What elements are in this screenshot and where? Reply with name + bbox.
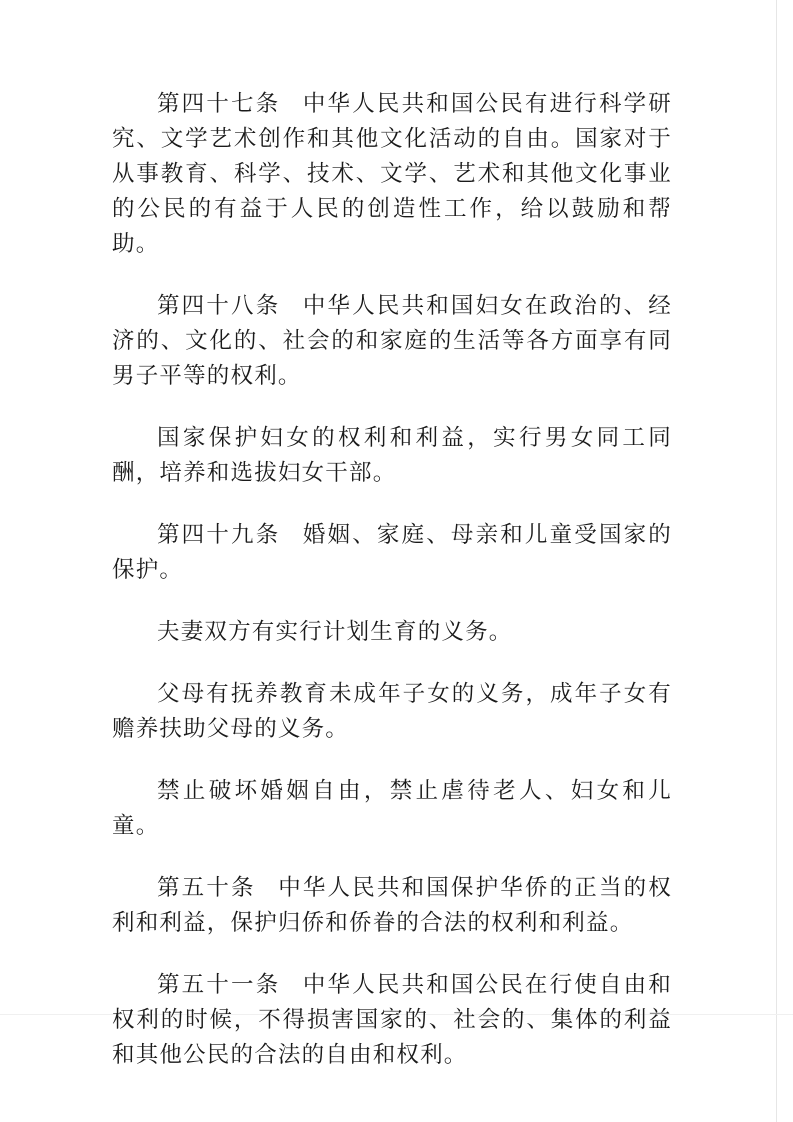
article-text: 夫妻双方有实行计划生育的义务。 [157,619,513,645]
article-heading: 第四十八条 [157,293,281,319]
paragraph-article-47 [112,87,672,262]
article-heading: 第五十一条 [157,972,281,998]
scan-edge-line [776,0,777,1122]
article-heading: 第五十条 [157,875,256,901]
paragraph-article-50 [112,871,672,941]
paragraph-article-49 [112,518,672,588]
article-heading: 第四十九条 [157,522,281,548]
paragraph-article-49-clause-3 [112,677,672,747]
paragraph-article-51 [112,968,672,1073]
paragraph-article-48 [112,289,672,394]
article-text: 父母有抚养教育未成年子女的义务，成年子女有赡养扶助父母的义务。 [112,681,672,742]
article-text: 国家保护妇女的权利和利益，实行男女同工同酬，培养和选拔妇女干部。 [112,425,672,486]
article-heading: 第四十七条 [157,91,281,117]
document-body [112,87,672,1100]
article-text: 中华人民共和国保护华侨的正当的权利和利益，保护归侨和侨眷的合法的权利和利益。 [112,875,672,936]
article-text: 婚姻、家庭、母亲和儿童受国家的保护。 [112,522,672,583]
paragraph-article-49-clause-4 [112,774,672,844]
paragraph-article-49-clause-2 [112,615,672,650]
article-text: 禁止破坏婚姻自由，禁止虐待老人、妇女和儿童。 [112,778,672,839]
article-text: 中华人民共和国公民在行使自由和权利的时候，不得损害国家的、社会的、集体的利益和其他公民的合法的自由和权利。 [112,972,672,1068]
article-text: 中华人民共和国妇女在政治的、经济的、文化的、社会的和家庭的生活等各方面享有同男子平等的权利。 [112,293,672,389]
paragraph-article-48-clause-2 [112,421,672,491]
article-text: 中华人民共和国公民有进行科学研究、文学艺术创作和其他文化活动的自由。国家对于从事教育、科学、技术、文学、艺术和其他文化事业的公民的有益于人民的创造性工作，给以鼓励和帮助。 [112,91,672,257]
